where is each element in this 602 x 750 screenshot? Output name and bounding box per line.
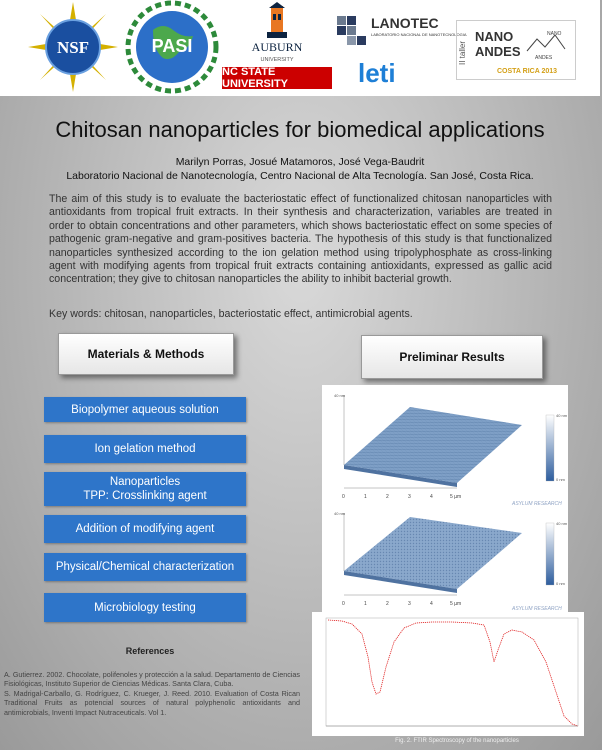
ftir-spectrum — [312, 612, 584, 736]
leti-logo: leti — [358, 58, 396, 88]
authors-block — [0, 155, 600, 183]
svg-text:ANDES: ANDES — [475, 44, 521, 59]
method-step-3 — [44, 472, 246, 506]
afm1-tick-2: 2 — [386, 494, 389, 500]
afm2-tick-3: 3 — [408, 601, 411, 607]
afm1-tick-1: 1 — [364, 494, 367, 500]
logo-bar — [0, 0, 600, 96]
afm-image-1 — [322, 385, 568, 509]
afm1-scale-top: 40 nm — [556, 413, 568, 418]
svg-text:COSTA RICA 2013: COSTA RICA 2013 — [497, 68, 558, 75]
afm2-tick-0: 0 — [342, 601, 345, 607]
ncstate-logo: NC STATE UNIVERSITY — [222, 67, 332, 89]
reference-2: S. Madrigal-Carballo, G. Rodríguez, C. Krueger, J. Reed. 2010. Evaluation of Costa Rican Traditional Fruits as potencial sources of natural polyphenolic antioxidants and antimicrobials, Inventi Impact Nutraceuticals. Vol 1. — [4, 688, 300, 717]
afm2-tick-1: 1 — [364, 601, 367, 607]
afm1-brand: ASYLUM RESEARCH — [512, 501, 562, 507]
svg-text:ANDES: ANDES — [535, 55, 553, 61]
afm2-z-label: 40 nm — [334, 511, 346, 516]
afm1-tick-0: 0 — [342, 494, 345, 500]
poster-title: Chitosan nanoparticles for biomedical applications — [55, 117, 545, 142]
nsf-logo — [28, 2, 118, 92]
svg-text:II taller: II taller — [458, 40, 467, 65]
svg-text:NANO: NANO — [475, 29, 514, 44]
preliminar-results-heading: Preliminar Results — [361, 335, 543, 379]
afm2-tick-2: 2 — [386, 601, 389, 607]
keywords-text: Key words: chitosan, nanoparticles, bacteriostatic effect, antimicrobial agents. — [49, 308, 413, 320]
method-step-3-line1: Nanoparticles — [109, 476, 181, 488]
affiliation: Laboratorio Nacional de Nanotecnología, Centro Nacional de Alta Tecnología. San José, Costa Rica. — [66, 170, 534, 182]
abstract-text: The aim of this study is to evaluate the bacteriostatic effect of functionalized chitosan nanoparticles with antioxidants from tropical fruit extracts. In their synthesis and characterization, variables are treated in order to obtain concentrations and other parameters, which shows bacteriostatic effect on some species of pathogenic gram-negative and gram-positives bacteria. The hypothesis of this study is that functionalized nanoparticles synthesized according to the ion gelation method using tripolyphosphate as cross-linking agent with modifying agents from tropical fruit extracts containing antioxidants, expressed as gallic acid concentration; they give to chitosan nanoparticles the ability to inhibit bacterial growth. — [49, 193, 552, 286]
method-step-6: Microbiology testing — [44, 593, 246, 622]
ftir-caption: Fig. 2. FTIR Spectroscopy of the nanoparticles — [395, 738, 519, 744]
method-step-5: Physical/Chemical characterization — [44, 553, 246, 581]
afm2-brand: ASYLUM RESEARCH — [512, 606, 562, 612]
svg-text:UNIVERSITY: UNIVERSITY — [260, 57, 294, 63]
afm2-tick-4: 4 — [430, 601, 433, 607]
svg-text:AUBURN: AUBURN — [251, 40, 303, 54]
afm1-scale-bottom: 0 nm — [556, 477, 565, 482]
auburn-logo — [238, 2, 316, 64]
afm1-tick-4: 4 — [430, 494, 433, 500]
method-step-1: Biopolymer aqueous solution — [44, 397, 246, 422]
afm-image-2 — [322, 509, 568, 613]
afm1-tick-5: 5 µm — [450, 494, 462, 500]
authors: Marilyn Porras, Josué Matamoros, José Vega-Baudrit — [175, 156, 425, 168]
reference-1: A. Gutierrez. 2002. Chocolate, polifenoles y protección a la salud. Departamento de Ciencias Fisiológicas, Instituto Superior de Ciencias Médicas. Santa Clara, Cuba. — [4, 670, 300, 689]
references-list — [4, 670, 300, 717]
method-step-2: Ion gelation method — [44, 435, 246, 463]
svg-text:NSF: NSF — [56, 38, 90, 57]
method-step-4: Addition of modifying agent — [44, 515, 246, 543]
materials-methods-heading: Materials & Methods — [58, 333, 234, 375]
afm2-scale-bottom: 0 nm — [556, 581, 565, 586]
pasi-logo — [123, 0, 221, 94]
afm2-tick-5: 5 µm — [450, 601, 462, 607]
svg-text:LABORATORIO NACIONAL DE NANOTE: LABORATORIO NACIONAL DE NANOTECNOLOGIA — [371, 32, 467, 37]
method-step-3-line2: TPP: Crosslinking agent — [83, 490, 207, 502]
svg-text:PASI: PASI — [151, 36, 193, 56]
svg-text:LANOTEC: LANOTEC — [371, 15, 439, 31]
afm1-tick-3: 3 — [408, 494, 411, 500]
afm1-z-label: 40 nm — [334, 393, 346, 398]
afm2-scale-top: 40 nm — [556, 521, 568, 526]
svg-text:NANO: NANO — [547, 31, 562, 37]
nano-andes-logo — [456, 20, 576, 80]
references-heading: References — [125, 646, 175, 656]
